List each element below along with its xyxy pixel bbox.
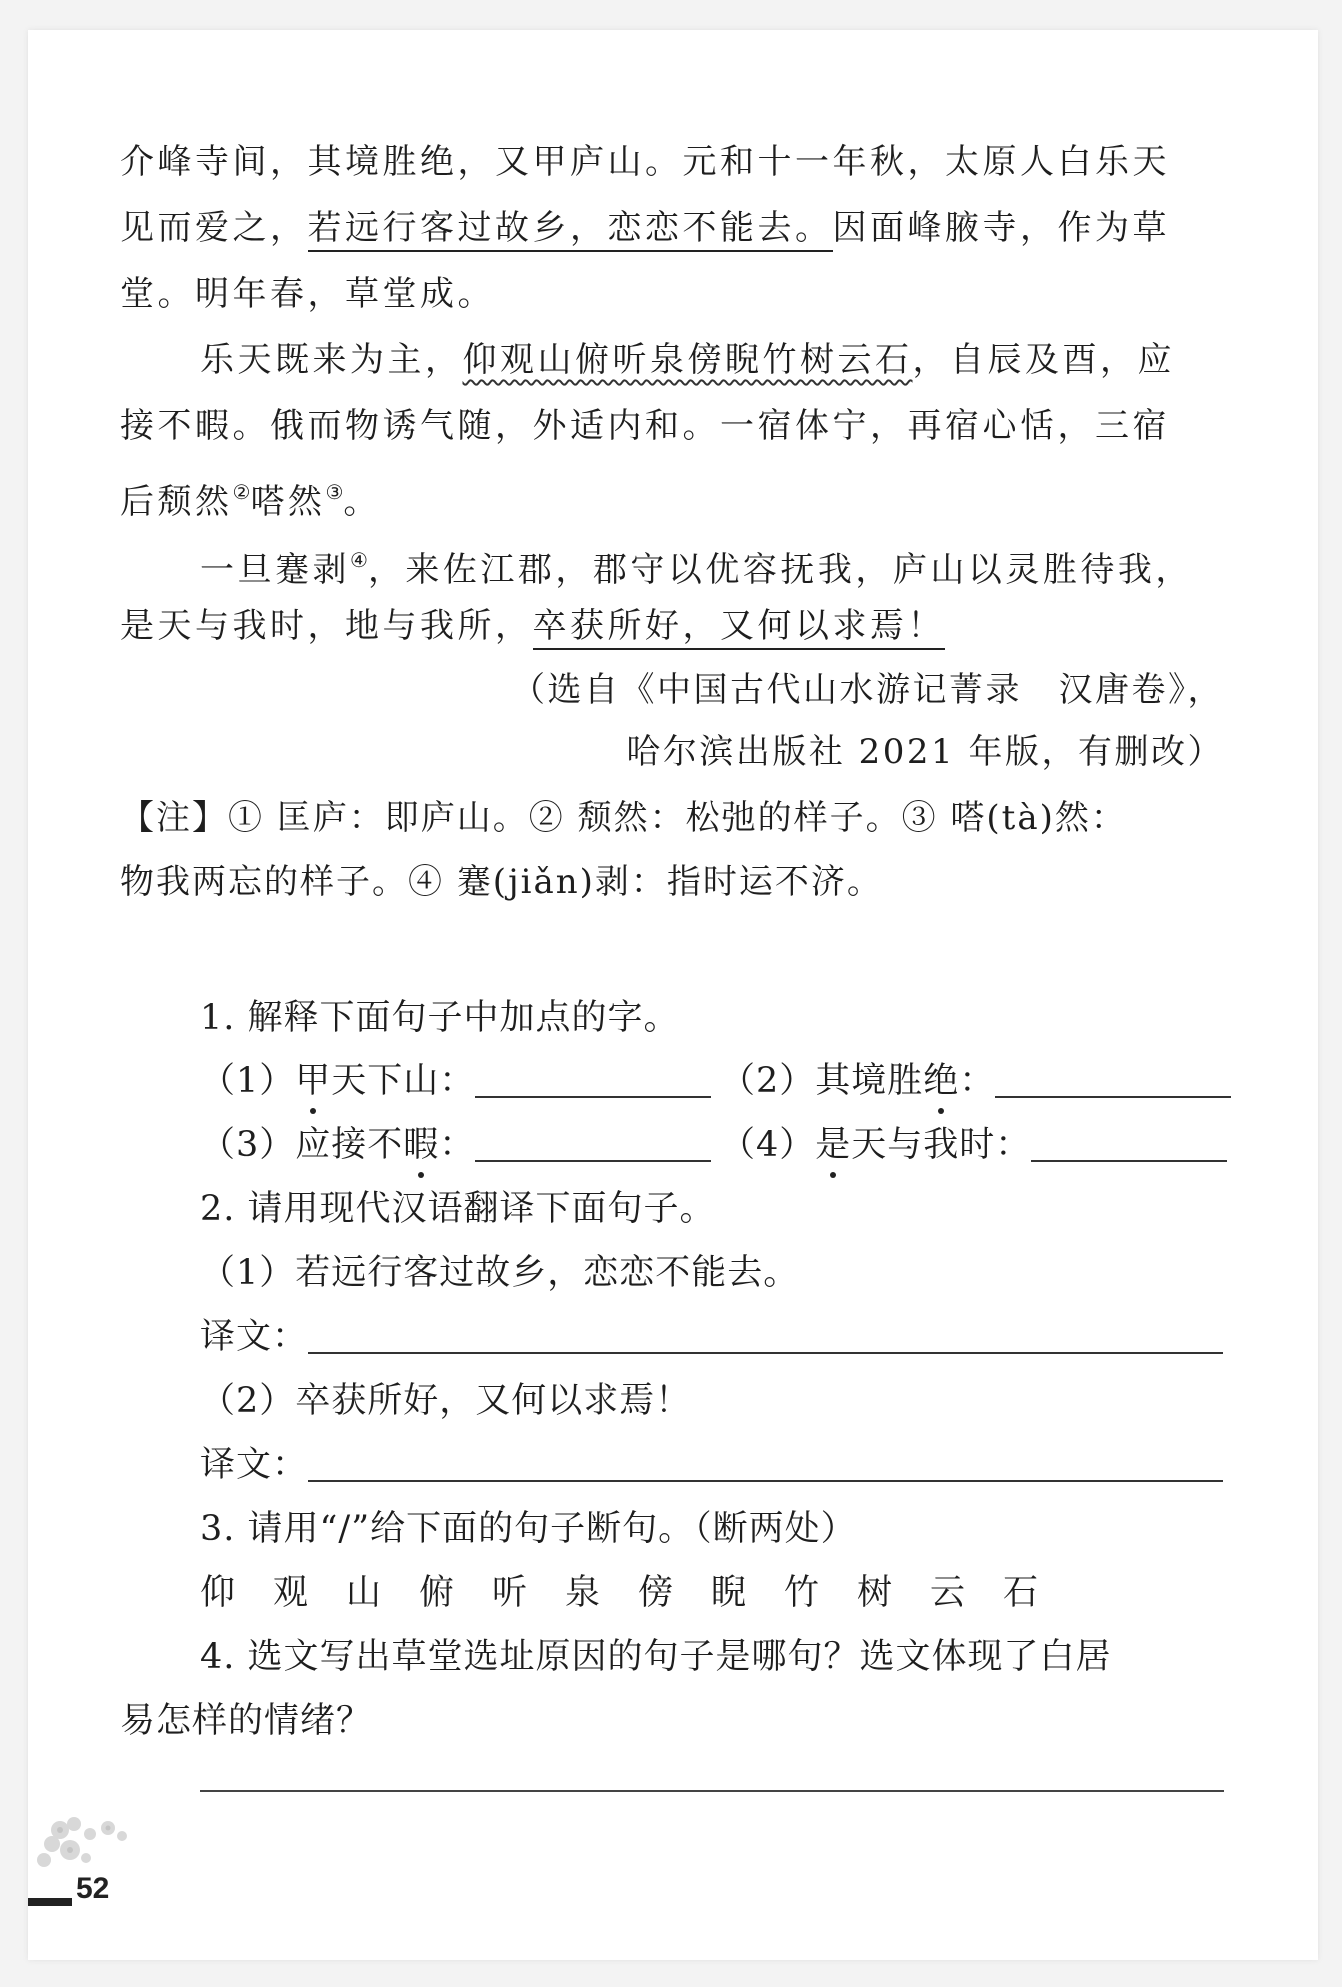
page-number: 52 xyxy=(28,1876,128,1906)
passage-line: 堂。明年春，草堂成。 xyxy=(120,274,495,314)
question-1-item-3: （3）应接不暇： xyxy=(200,1122,711,1168)
passage-line: 介峰寺间，其境胜绝，又甲庐山。元和十一年秋，太原人白乐天 xyxy=(120,142,1170,182)
page-number-bar xyxy=(28,1898,72,1906)
wavy-underlined-sentence: 仰观山俯听泉傍睨竹树云石 xyxy=(462,340,913,380)
question-1-item-1: （1）甲天下山： xyxy=(200,1058,711,1104)
passage-line: 是天与我时，地与我所，卒获所好，又何以求焉！ xyxy=(120,604,1224,648)
answer-line[interactable] xyxy=(200,1790,1224,1792)
question-1-item-4: （4）是天与我时： xyxy=(720,1122,1227,1168)
passage-line: 乐天既来为主，仰观山俯听泉傍睨竹树云石，自辰及酉，应 xyxy=(200,340,1175,380)
passage-line: 一旦蹇剥④，来佐江郡，郡守以优容抚我，庐山以灵胜待我， xyxy=(200,548,1193,590)
question-4-continued: 易怎样的情绪？ xyxy=(120,1701,373,1741)
question-1-item-2: （2）其境胜绝： xyxy=(720,1058,1231,1104)
translation-row: 译文： xyxy=(200,1442,1223,1488)
translation-blank[interactable] xyxy=(308,1446,1223,1482)
passage-line: 见而爱之，若远行客过故乡，恋恋不能去。因面峰腋寺，作为草 xyxy=(120,206,1224,250)
answer-blank[interactable] xyxy=(995,1062,1231,1098)
footnote-marker: ③ xyxy=(325,480,344,504)
passage-line: 接不暇。俄而物诱气随，外适内和。一宿体宁，再宿心恬，三宿 xyxy=(120,406,1170,446)
translation-blank[interactable] xyxy=(308,1318,1223,1354)
translation-row: 译文： xyxy=(200,1314,1223,1360)
question-2: 2. 请用现代汉语翻译下面句子。 xyxy=(200,1189,716,1229)
answer-blank[interactable] xyxy=(475,1062,711,1098)
annotation-note: 物我两忘的样子。④ 蹇(jiǎn)剥：指时运不济。 xyxy=(120,862,883,902)
answer-blank[interactable] xyxy=(475,1126,711,1162)
annotation-note: 【注】① 匡庐：即庐山。② 颓然：松弛的样子。③ 嗒(tà)然： xyxy=(120,798,1127,838)
question-2-item-1: （1）若远行客过故乡，恋恋不能去。 xyxy=(200,1253,800,1293)
source-citation: 哈尔滨出版社 2021 年版，有删改） xyxy=(626,732,1224,772)
underlined-sentence: 若远行客过故乡，恋恋不能去。 xyxy=(308,208,833,252)
question-2-item-2: （2）卒获所好，又何以求焉！ xyxy=(200,1381,692,1421)
source-citation: （选自《中国古代山水游记菁录 汉唐卷》， xyxy=(511,670,1224,710)
question-4: 4. 选文写出草堂选址原因的句子是哪句？选文体现了白居 xyxy=(200,1637,1112,1677)
question-3: 3. 请用“/”给下面的句子断句。（断两处） xyxy=(200,1509,857,1549)
question-3-sentence[interactable]: 仰观山俯听泉傍睨竹树云石 xyxy=(200,1573,1077,1613)
passage-line: 后颓然②嗒然③。 xyxy=(120,480,381,522)
underlined-sentence: 卒获所好，又何以求焉！ xyxy=(533,606,946,650)
question-1: 1. 解释下面句子中加点的字。 xyxy=(200,998,680,1038)
footnote-marker: ④ xyxy=(350,548,368,572)
footnote-marker: ② xyxy=(232,480,251,504)
decorative-flower-icon xyxy=(30,1800,140,1880)
answer-blank[interactable] xyxy=(1031,1126,1227,1162)
